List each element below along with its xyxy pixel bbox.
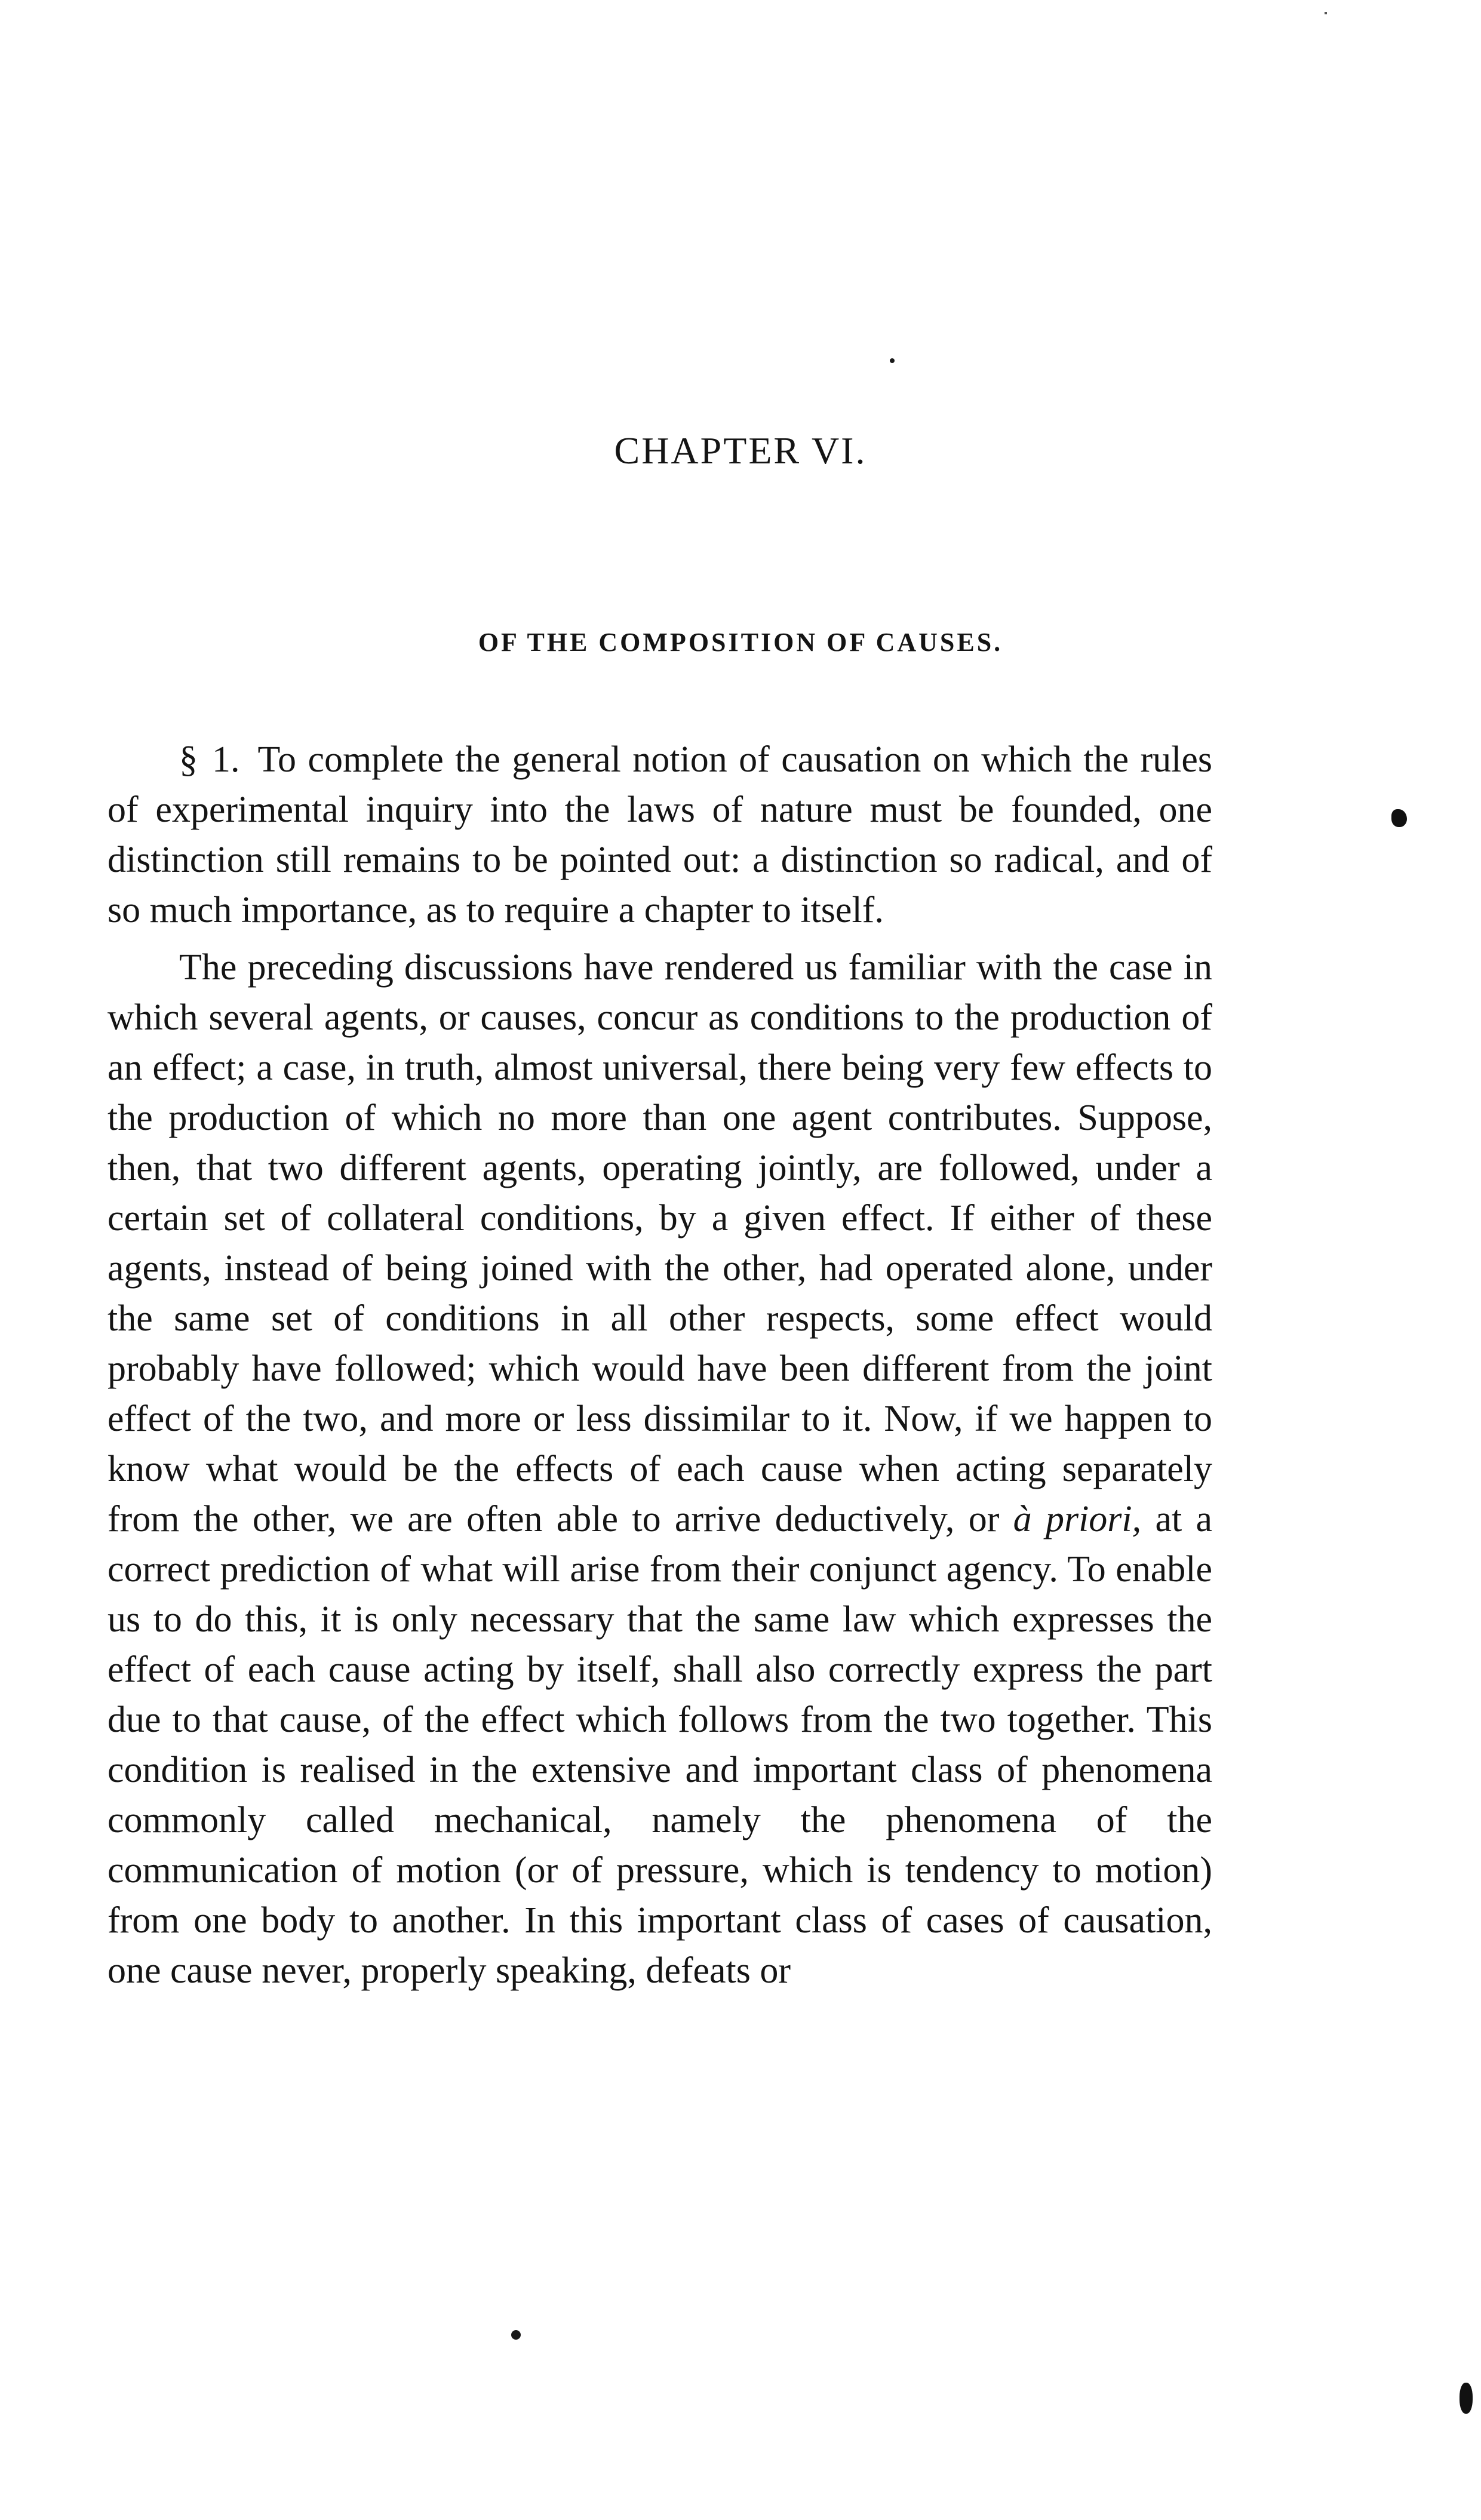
paragraph-2 [107, 942, 1212, 1996]
body-text [107, 735, 1212, 2003]
scan-speck [1325, 12, 1327, 14]
paragraph-2-text-b: at a correct prediction of what will arise from their conjunct agency. To enable us to do this, it is only necessary that the same law which expresses the effect of each cause acting by itself, shall also correctly express the part due to that cause, of the effect which follows from the two together. This condition is realised in the extensive and important class of phenomena commonly called mechanical, namely the phenomena of the communication of motion (or of pressure, which is tendency to motion) from one body to another. In this important class of cases of causation, one cause never, properly speaking, defeats or [107, 1499, 1213, 1991]
paragraph-1-text: To complete the general notion of causation on which the rules of experimental inquiry into the laws of nature must be founded, one distinction still remains to be pointed out: a distinction so radical, and of so much importance, as to require a chapter to itself. [107, 739, 1212, 930]
ink-blot-corner [1460, 2383, 1473, 2414]
ink-dot [890, 358, 895, 363]
italic-phrase: à priori, [1013, 1499, 1142, 1539]
chapter-title: OF THE COMPOSITION OF CAUSES. [478, 628, 1003, 657]
section-number: 1. [212, 739, 240, 780]
ink-dot-bottom [511, 2330, 521, 2340]
paragraph-2-text-a: The preceding discussions have rendered us familiar with the case in which several agents, or causes, concur as conditions to the production of an effect; a case, in truth, almost universal, there being very few effects to the production of which no more than one agent contributes. Suppose, then, that two different agents, operating jointly, are followed, under a certain set of collateral conditions, by a given effect. If either of these agents, instead of being joined with the other, had operated alone, under the same set of conditions in all other respects, some effect would probably have followed; which would have been different from the joint effect of the two, and more or less dissimilar to it. Now, if we happen to know what would be the effects of each cause when acting separately from the other, we are often able to arrive deductively, or [107, 947, 1212, 1539]
chapter-heading: CHAPTER VI. [614, 429, 867, 472]
ink-blot [1391, 809, 1407, 827]
section-sign: § [179, 739, 198, 780]
paragraph-section-1 [107, 735, 1212, 935]
